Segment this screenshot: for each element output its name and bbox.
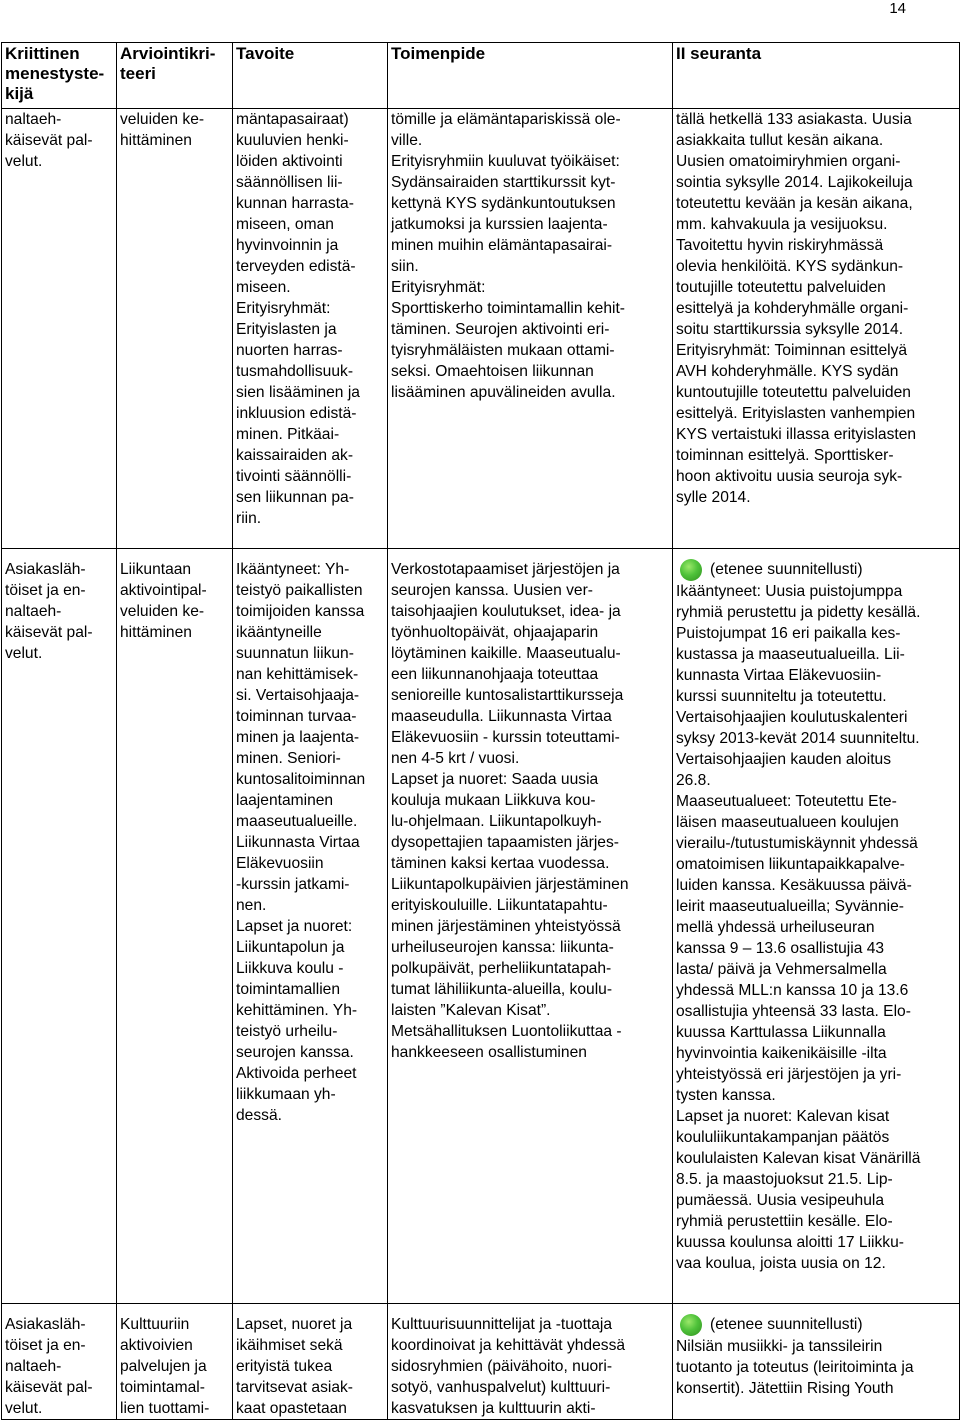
cell-action <box>388 1304 673 1420</box>
cell-success-factor <box>2 1304 117 1420</box>
cell-criteria <box>117 1304 233 1420</box>
cell-success-factor <box>2 109 117 549</box>
cell-criteria <box>117 109 233 549</box>
page-number: 14 <box>889 0 906 17</box>
status-line <box>676 559 956 581</box>
evaluation-table <box>1 42 960 1420</box>
cell-text: Lapset, nuoret ja ikäihmiset sekä erityistä tukea tarvitsevat asiak- kaat opastetaan <box>236 1316 353 1417</box>
cell-goal <box>233 549 388 1304</box>
cell-text: Kulttuurisuunnittelijat ja -tuottaja koordinoivat ja kehittävät yhdessä sidosryhmien (päivähoito, nuori- sotyö, vanhuspalvelut) kulttuuri- kasvatuksen ja kulttuurin akti- <box>391 1316 626 1417</box>
cell-criteria <box>117 549 233 1304</box>
status-line <box>676 1314 956 1336</box>
header-follow-up: II seuranta <box>673 43 960 109</box>
cell-goal <box>233 109 388 549</box>
cell-text: Liikuntaan aktivointipal- veluiden ke- hittäminen <box>120 561 207 641</box>
cell-text: naltaeh- käisevät pal- velut. <box>5 111 93 170</box>
green-status-icon <box>680 559 702 581</box>
status-label: (etenee suunnitellusti) <box>710 1316 863 1333</box>
table-header-row <box>2 43 960 109</box>
cell-action <box>388 549 673 1304</box>
cell-goal <box>233 1304 388 1420</box>
header-evaluation-criteria: Arviointikri-teeri <box>117 43 233 109</box>
table-row <box>2 109 960 549</box>
cell-text: Asiakasläh- töiset ja en- naltaeh- käisevät pal- velut. <box>5 561 93 662</box>
cell-text: Asiakasläh- töiset ja en- naltaeh- käisevät pal- velut. <box>5 1316 93 1417</box>
cell-text: Nilsiän musiikki- ja tanssileirin tuotanto ja toteutus (leiritoiminta ja konsertit). Jätettiin Rising Youth <box>676 1338 914 1397</box>
cell-text: Verkostotapaamiset järjestöjen ja seurojen kanssa. Uusien ver- taisohjaajien koulutukset, idea- ja työnhuoltopäivät, ohjaajaparin löytäminen kaikille. Maaseutualu- een liikunnanohjaaja toteuttaa senioreille kuntosalistarttikursseja maaseudulla. Liikunnasta Virtaa Eläkevuosiin - kurssin toteuttami- nen 4-5 krt / vuosi. Lapset ja nuoret: Saada uusia kouluja mukaan Liikkuva kou- lu-ohjelmaan. Liikuntapolkuyh- dysopettajien tapaamisten järjes- täminen kaksi kertaa vuodessa. Liikuntapolkupäivien järjestäminen erityiskouluille. Liikuntatapahtu- minen järjestäminen yhteistyössä urheiluseurojen kanssa: liikunta- polkupäivät, perheliikuntatapah- tumat lähiliikunta-alueilla, koulu- laisten ”Kalevan Kisat”. Metsähallituksen Luontoliikuttaa - hankkeeseen osallistuminen <box>391 561 629 1061</box>
cell-action <box>388 109 673 549</box>
cell-text: tömille ja elämäntapariskissä ole- ville. Erityisryhmiin kuuluvat työikäiset: Sydänsairaiden starttikurssit kyt- kettynä KYS sydänkuntoutuksen jatkumoksi ja kurssien laajenta- minen muihin elämäntapasairai- siin. Erityisryhmät: Sporttiskerho toimintamallin kehit- täminen. Seurojen aktivointi eri- tyisryhmäläisten mukaan ottami- seksi. Omaehtoisen liikunnan lisääminen apuvälineiden avulla. <box>391 111 625 401</box>
table-row <box>2 549 960 1304</box>
header-critical-success-factor: Kriittinen menestyste-kijä <box>2 43 117 109</box>
cell-text: Ikääntyneet: Uusia puistojumppa ryhmiä perustettu ja pidetty kesällä. Puistojumpat 16 eri paikalla kes- kustassa ja maaseutualueilla. Lii- kunnasta Virtaa Eläkevuosiin- kurssi suunniteltu ja toteutettu. Vertaisohjaajien koulutuskalenteri syksy 2013-kevät 2014 suunniteltu. Vertaisohjaajien kauden aloitus 26.8. Maaseutualueet: Toteutettu Ete- läisen maaseutualueen koulujen vierailu-/tutustumiskäynnit yhdessä omatoimisen liikuntapaikkapalve- luiden kanssa. Kesäkuussa päivä- leirit maaseutualueilla; Syvännie- mellä yhdessä urheiluseuran kanssa 9 – 13.6 osallistujia 43 lasta/ päivä ja Vehmersalmella yhdessä MLL:n kanssa 10 ja 13.6 osallistujia yhteensä 33 lasta. Elo- kuussa Karttulassa Liikunnalla hyvinvointia kaikenikäisille -ilta yhteistyössä eri järjestöjen ja yri- tysten kanssa. Lapset ja nuoret: Kalevan kisat koululiikuntakampanjan päätös koululaisten Kalevan kisat Vänärillä 8.5. ja maastojuoksut 21.5. Lip- pumäessä. Uusia vesipeuhula ryhmiä perustettiin kesälle. Elo- kuussa koulunsa aloitti 17 Liikku- vaa koulua, joista uusia on 12. <box>676 583 921 1272</box>
header-action: Toimenpide <box>388 43 673 109</box>
cell-text: Kulttuuriin aktivoivien palvelujen ja toimintamal- lien tuottami- <box>120 1316 210 1417</box>
cell-text: mäntapasairaat) kuuluvien henki- löiden aktivointi säännöllisen lii- kunnan harrasta- miseen, oman hyvinvoinnin ja terveyden edistä- miseen. Erityisryhmät: Erityislasten ja nuorten harras- tusmahdollisuuk- sien lisääminen ja inkluusion edistä- minen. Pitkäai- kaissairaiden ak- tivointi säännölli- sen liikunnan pa- riin. <box>236 111 360 527</box>
cell-follow-up <box>673 1304 960 1420</box>
green-status-icon <box>680 1314 702 1336</box>
cell-success-factor <box>2 549 117 1304</box>
cell-follow-up <box>673 549 960 1304</box>
cell-follow-up <box>673 109 960 549</box>
status-label: (etenee suunnitellusti) <box>710 561 863 578</box>
cell-text: Ikääntyneet: Yh- teistyö paikallisten toimijoiden kanssa ikääntyneille suunnatun liikun- nan kehittämisek- si. Vertaisohjaaja- toiminnan turvaa- minen ja laajenta- minen. Seniori- kuntosalitoiminnan laajentaminen maaseutualueille. Liikunnasta Virtaa Eläkevuosiin -kurssin jatkami- nen. Lapset ja nuoret: Liikuntapolun ja Liikkuva koulu - toimintamallien kehittäminen. Yh- teistyö urheilu- seurojen kanssa. Aktivoida perheet liikkumaan yh- dessä. <box>236 561 366 1124</box>
cell-text: veluiden ke- hittäminen <box>120 111 205 149</box>
cell-text: tällä hetkellä 133 asiakasta. Uusia asiakkaita tullut kesän aikana. Uusien omatoimiryhmien organi- sointia syksylle 2014. Lajikokeiluja toteutettu kevään ja kesän aikana, mm. kahvakuula ja vesijuoksu. Tavoitettu hyvin riskiryhmässä olevia henkilöitä. KYS sydänkun- toutujille toteutettu palveluiden esittelyä ja kohderyhmälle organi- soitu starttikurssia syksylle 2014. Erityisryhmät: Toiminnan esittelyä AVH kohderyhmälle. KYS sydän kuntoutujille toteutettu palveluiden esittelyä. Erityislasten vanhempien KYS vertaistuki illassa erityislasten toiminnan esittelyä. Sporttisker- hoon aktivoitu uusia seuroja syk- sylle 2014. <box>676 111 917 506</box>
table-row <box>2 1304 960 1420</box>
header-goal: Tavoite <box>233 43 388 109</box>
